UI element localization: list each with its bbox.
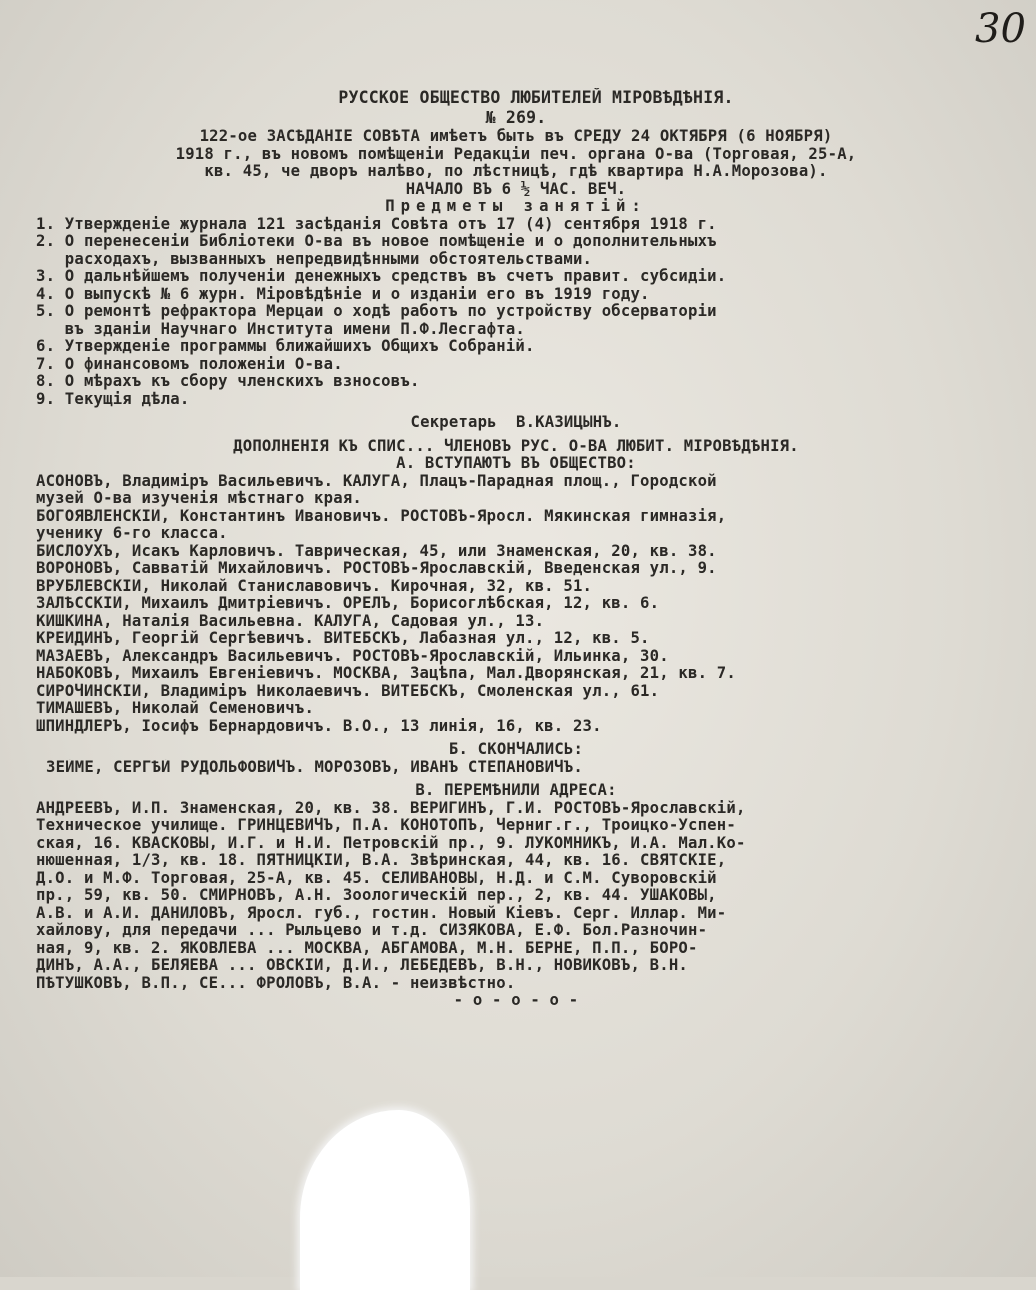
section-deceased-title: Б. СКОНЧАЛИСЬ: (448, 741, 584, 758)
member-line: СИРОЧИНСКIЙ, Владимiръ Николаевичъ. ВИТЕБСКЪ, Смоленская ул., 61. (36, 682, 660, 700)
agenda-title: Предметы занятiй: (385, 198, 647, 215)
issue-number: № 269. (485, 108, 547, 127)
member-line: ТИМАШЕВЪ, Николай Семеновичъ. (36, 700, 315, 717)
address-line: ская, 16. КВАСКОВЫ, И.Г. и Н.И. Петровскiй пр., 9. ЛУКОМНИКЪ, И.А. Мал.Ко- (36, 834, 746, 852)
intro-line: кв. 45, че дворъ налѣво, по лѣстницѣ, гдѣ квартира Н.А.Морозова). (204, 163, 828, 180)
agenda-item-continuation: расходахъ, вызванныхъ непредвидѣнными обстоятельствами. (36, 250, 593, 268)
agenda-item-continuation: въ зданiи Научнаго Института имени П.Ф.Лесгафта. (36, 320, 525, 338)
agenda-item: 2. О перенесенiи Библiотеки О-ва въ новое помѣщенiе и о дополнительныхъ (36, 233, 717, 250)
intro-line: 122-ое ЗАСѢДАНIЕ СОВѢТА имѣетъ быть въ СРЕДУ 24 ОКТЯБРЯ (6 НОЯБРЯ) (199, 128, 833, 145)
address-line: ДИНЪ, А.А., БЕЛЯЕВА ... ОВСКIЙ, Д.И., ЛЕБЕДЕВЪ, В.Н., НОВИКОВЪ, В.Н. (36, 957, 688, 974)
additions-title: ДОПОЛНЕНIЯ КЪ СПИС... ЧЛЕНОВЪ РУС. О-ВА ЛЮБИТ. МIРОВѢДѢНIЯ. (233, 437, 799, 455)
member-line: ВОРОНОВЪ, Савватiй Михайловичъ. РОСТОВЪ-Ярославскiй, Введенская ул., 9. (36, 560, 717, 577)
member-line: КИШКИНА, Наталiя Васильевна. КАЛУГА, Садовая ул., 13. (36, 612, 545, 630)
address-line: пр., 59, кв. 50. СМИРНОВЪ, А.Н. Зоологическiй пер., 2, кв. 44. УШАКОВЫ, (36, 887, 717, 904)
member-line: ШПИНДЛЕРЪ, Iосифъ Бернардовичъ. В.О., 13 линiя, 16, кв. 23. (36, 717, 602, 735)
section-deceased (36, 741, 996, 776)
section-joining (36, 455, 996, 735)
agenda-item: 5. О ремонтѣ рефрактора Мерцаи о ходѣ работъ по устройству обсерваторiи (36, 303, 717, 320)
agenda-item: 1. Утвержденiе журнала 121 засѣданiя Совѣта отъ 17 (4) сентября 1918 г. (36, 215, 717, 233)
member-line: НАБОКОВЪ, Михаилъ Евгенiевичъ. МОСКВА, Зацѣпа, Мал.Дворянская, 21, кв. 7. (36, 665, 736, 682)
address-line: А.В. и А.И. ДАНИЛОВЪ, Яросл. губ., гостин. Новый Кiевъ. Серг. Иллар. Ми- (36, 904, 727, 922)
member-line: ученику 6-го класса. (36, 525, 228, 542)
address-line: АНДРЕЕВЪ, И.П. Знаменская, 20, кв. 38. ВЕРИГИНЪ, Г.И. РОСТОВЪ-Ярославскiй, (36, 799, 746, 817)
secretary-signature: Секретарь В.КАЗИЦЫНЪ. (410, 414, 622, 431)
deceased-line: ЗЕЙМЕ, СЕРГѢЙ РУДОЛЬФОВИЧЪ. МОРОЗОВЪ, ИВАНЪ СТЕПАНОВИЧЪ. (46, 758, 583, 776)
agenda-item: 9. Текущiя дѣла. (36, 390, 190, 408)
member-line: музей О-ва изученiя мѣстнаго края. (36, 490, 362, 507)
notice-document (36, 88, 996, 1010)
agenda-item: 3. О дальнѣйшемъ полученiи денежныхъ средствъ въ счетъ правит. субсидiи. (36, 268, 727, 285)
agenda-list (36, 216, 996, 409)
member-line: ВРУБЛЕВСКIЙ, Николай Станиславовичъ. Кирочная, 32, кв. 51. (36, 577, 593, 595)
address-line: ПѢТУШКОВЪ, В.П., СЕ... ФРОЛОВЪ, В.А. - неизвѣстно. (36, 974, 516, 992)
agenda-item: 8. О мѣрахъ къ сбору членскихъ взносовъ. (36, 373, 420, 390)
section-address-changes (36, 782, 996, 992)
start-time: НАЧАЛО ВЪ 6 ½ ЧАС. ВЕЧ. (405, 180, 627, 198)
section-address-title: В. ПЕРЕМѢНИЛИ АДРЕСА: (415, 782, 617, 799)
agenda-item: 6. Утвержденiе программы ближайшихъ Общихъ Собранiй. (36, 338, 535, 355)
member-line: МАЗАЕВЪ, Александръ Васильевичъ. РОСТОВЪ-Ярославскiй, Ильинка, 30. (36, 647, 669, 665)
section-joining-title: А. ВСТУПАЮТЪ ВЪ ОБЩЕСТВО: (396, 455, 636, 472)
address-line: Техническое училище. ГРИНЦЕВИЧЪ, П.А. КОНОТОПЪ, Черниг.г., Троицко-Успен- (36, 817, 736, 834)
address-line: ная, 9, кв. 2. ЯКОВЛЕВА ... МОСКВА, АБГАМОВА, М.Н. БЕРНЕ, П.П., БОРО- (36, 939, 698, 957)
society-title: РУССКОЕ ОБЩЕСТВО ЛЮБИТЕЛЕЙ МIРОВѢДѢНIЯ. (338, 88, 734, 107)
member-line: КРЕЙДИНЪ, Георгiй Сергѣевичъ. ВИТЕБСКЪ, Лабазная ул., 12, кв. 5. (36, 630, 650, 647)
closing-ornament: - о - о - о - (453, 992, 579, 1009)
address-line: нюшенная, 1/3, кв. 18. ПЯТНИЦКIЙ, В.А. Звѣринская, 44, кв. 16. СВЯТСКIЕ, (36, 852, 727, 869)
member-line: БИСЛОУХЪ, Исакъ Карловичъ. Таврическая, 45, или Знаменская, 20, кв. 38. (36, 542, 717, 560)
page-number: 30 (975, 6, 1026, 52)
meeting-intro (36, 128, 996, 181)
member-line: БОГОЯВЛЕНСКIЙ, Константинъ Ивановичъ. РОСТОВЪ-Яросл. Мякинская гимназiя, (36, 507, 727, 525)
agenda-item: 7. О финансовомъ положенiи О-ва. (36, 355, 343, 373)
intro-line: 1918 г., въ новомъ помѣщенiи Редакцiи печ. органа О-ва (Торговая, 25-А, (175, 145, 857, 163)
address-line: Д.О. и М.Ф. Торговая, 25-А, кв. 45. СЕЛИВАНОВЫ, Н.Д. и С.М. Суворовскiй (36, 869, 717, 887)
member-line: ЗАЛѢССКIЙ, Михаилъ Дмитрiевичъ. ОРЕЛЪ, Борисоглѣбская, 12, кв. 6. (36, 595, 660, 612)
agenda-item: 4. О выпускѣ № 6 журн. Мiровѣдѣнiе и о изданiи его въ 1919 году. (36, 285, 650, 303)
address-line: хайлову, для передачи ... Рыльцево и т.д. СИЗЯКОВА, Е.Ф. Бол.Разночин- (36, 922, 708, 939)
member-line: АСОНОВЪ, Владимiръ Васильевичъ. КАЛУГА, Плацъ-Парадная площ., Городской (36, 472, 717, 490)
